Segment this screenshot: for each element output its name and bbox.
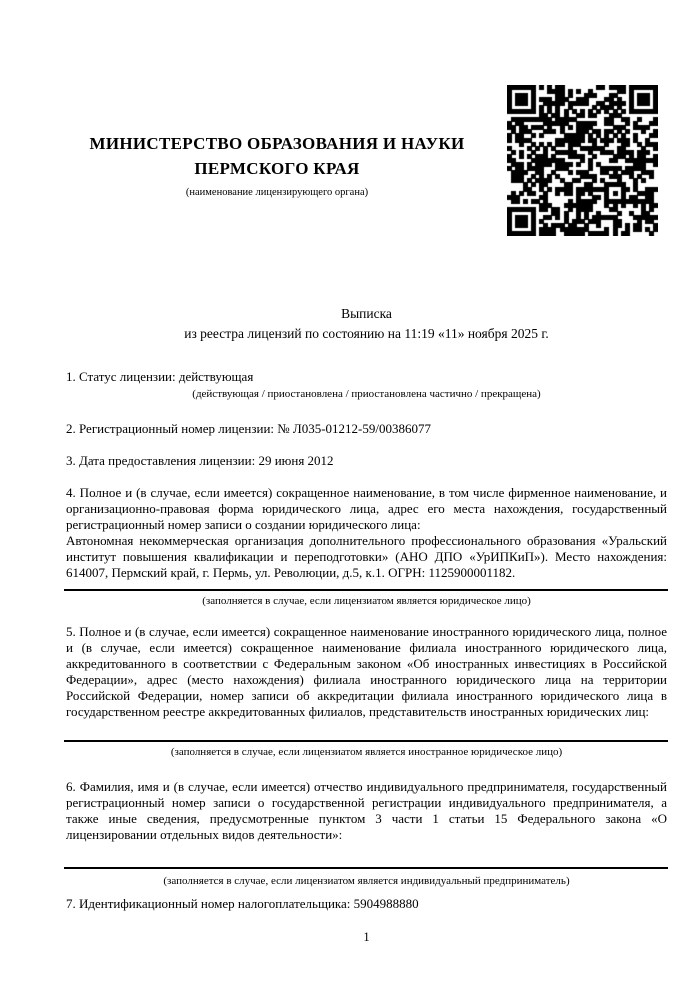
item-4-field-rule [64, 589, 668, 591]
item-6-field-rule [64, 867, 668, 869]
item-5-field-caption: (заполняется в случае, если лицензиатом является иностранное юридическое лицо) [170, 746, 563, 758]
document-title-line-2: из реестра лицензий по состоянию на 11:19 «11» ноября 2025 г. [184, 326, 549, 341]
item-4-legal-entity [66, 485, 667, 581]
item-3-grant-date: 3. Дата предоставления лицензии: 29 июня 2012 [66, 453, 334, 468]
item-7-taxpayer-id: 7. Идентификационный номер налогоплательщика: 5904988880 [66, 896, 419, 911]
item-2-registration-number: 2. Регистрационный номер лицензии: № Л035-01212-59/00386077 [66, 421, 432, 436]
item-4-value: Автономная некоммерческая организация дополнительного профессионального образования «Уральский институт повышения квалификации и переподготовки» (АНО ДПО «УрИПКиП»). Место нахождения: 614007, Пермский край, г. Пермь, ул. Революции, д.5, к.1. ОГРН: 1125900001182. [66, 533, 667, 580]
item-5-foreign-entity: 5. Полное и (в случае, если имеется) сокращенное наименование иностранного юридического лица, полное и (в случае, если имеется) сокращенное наименование филиала иностранного юридического лица, аккредитованного в соответствии с Федеральным законом «Об иностранных инвестициях в Российской Федерации», адрес (место нахождения) филиала иностранного юридического лица на территории Российской Федерации, номер записи об аккредитации филиала иностранного юридического лица в государственном реестре аккредитованных филиалов, представительств иностранных юридических лиц: [66, 624, 667, 719]
page-number: 1 [363, 930, 370, 944]
item-6-field-caption: (заполняется в случае, если лицензиатом является индивидуальный предприниматель) [163, 875, 570, 887]
item-4-field-caption: (заполняется в случае, если лицензиатом является юридическое лицо) [202, 595, 531, 607]
item-4-heading: 4. Полное и (в случае, если имеется) сокращенное наименование, в том числе фирменное наименование, и организационно-правовая форма юридического лица, адрес его места нахождения, государственный регистрационный номер записи о создании юридического лица: [66, 485, 667, 532]
document-title [50, 304, 683, 344]
item-6-individual-entrepreneur: 6. Фамилия, имя и (в случае, если имеется) отчество индивидуального предпринимателя, государственный регистрационный номер записи о государственной регистрации индивидуального предпринимателя, а также иные сведения, предусмотренные пунктом 3 части 1 статьи 15 Федерального закона «О лицензировании отдельных видов деятельности»: [66, 779, 667, 842]
item-1-license-status: 1. Статус лицензии: действующая [66, 369, 254, 384]
document-title-line-1: Выписка [341, 306, 392, 321]
ministry-name-line-1: МИНИСТЕРСТВО ОБРАЗОВАНИЯ И НАУКИ [89, 134, 465, 153]
issuer-caption: (наименование лицензирующего органа) [185, 187, 369, 198]
issuer-header [66, 131, 488, 199]
qr-code [507, 85, 658, 236]
ministry-name-line-2: ПЕРМСКОГО КРАЯ [194, 159, 360, 178]
item-1-status-options-caption: (действующая / приостановлена / приостановлена частично / прекращена) [192, 388, 541, 400]
item-5-field-rule [64, 740, 668, 742]
